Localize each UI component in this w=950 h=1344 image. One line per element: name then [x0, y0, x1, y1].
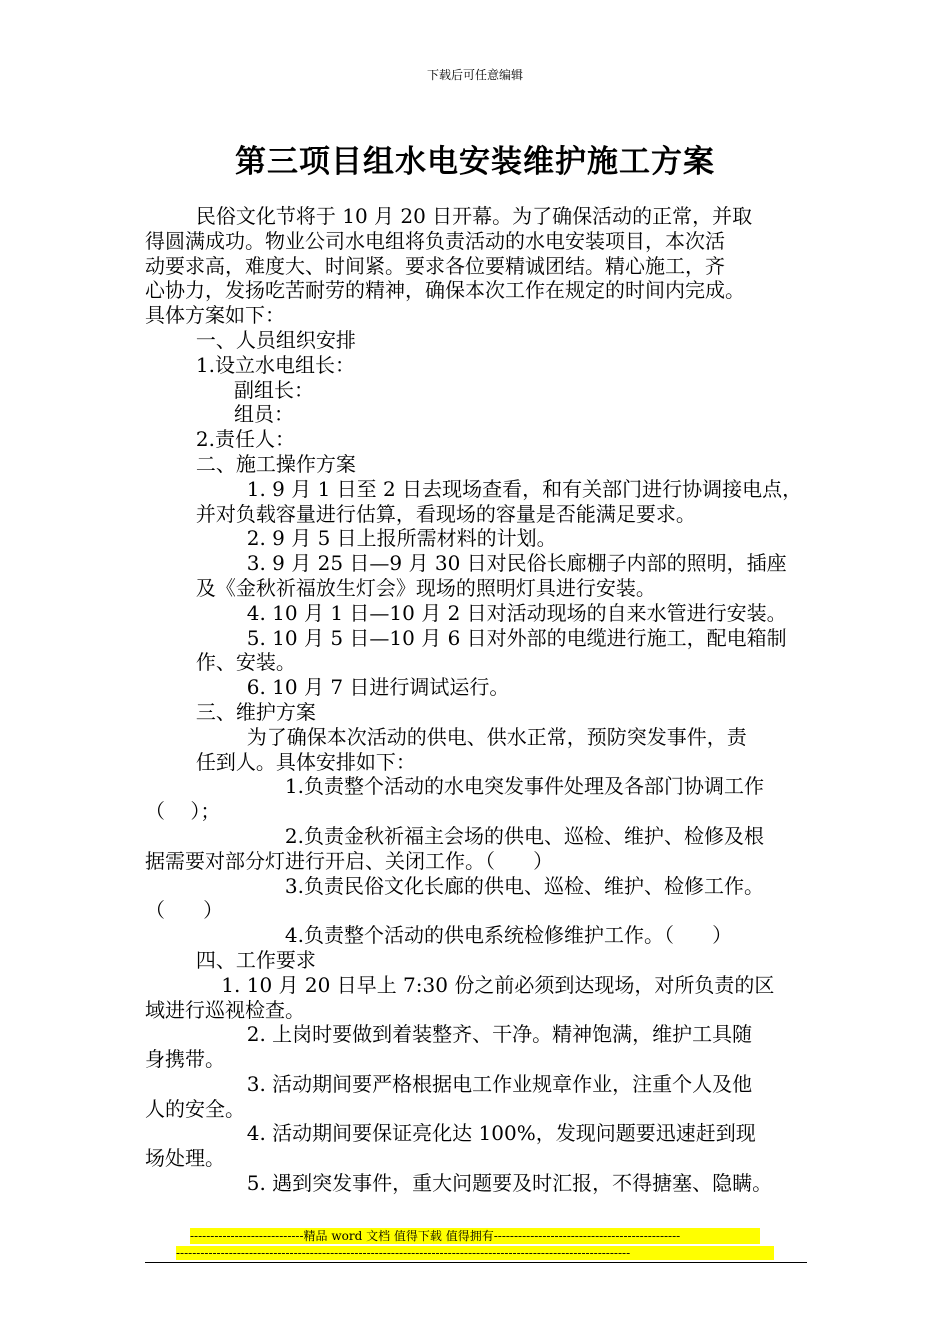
document-body — [145, 204, 815, 1196]
text-line: （ ） — [145, 898, 224, 923]
section-heading: 一、人员组织安排 — [145, 327, 356, 352]
text-line: 人的安全。 — [145, 1096, 245, 1121]
text-line: （ ）； — [145, 799, 221, 824]
text-line: 4. 活动期间要保证亮化达 100%，发现问题要迅速赶到现 — [145, 1121, 756, 1146]
text-line: 1.设立水电组长： — [145, 352, 355, 377]
footer-dash-line: ---------------------------------------------------------------------------------------------------------------- — [176, 1246, 774, 1260]
text-line: 5. 10 月 5 日—10 月 6 日对外部的电缆进行施工，配电箱制 — [145, 625, 787, 650]
footer-banner: ----------------------------精品 word 文档 值得下载 值得拥有---------------------------------------------- — [190, 1228, 760, 1244]
text-line: 心协力，发扬吃苦耐劳的精神，确保本次工作在规定的时间内完成。 — [145, 278, 745, 303]
section-heading: 四、工作要求 — [145, 947, 316, 972]
text-line: 3. 9 月 25 日—9 月 30 日对民俗长廊棚子内部的照明，插座 — [145, 551, 787, 576]
text-line: 及《金秋祈福放生灯会》现场的照明灯具进行安装。 — [145, 575, 656, 600]
text-line: 副组长： — [145, 377, 315, 402]
text-line: 作、安装。 — [145, 650, 296, 675]
text-line: 动要求高，难度大、时间紧。要求各位要精诚团结。精心施工，齐 — [145, 253, 725, 278]
section-heading: 二、施工操作方案 — [145, 451, 356, 476]
text-line: 4.负责整个活动的供电系统检修维护工作。（ ） — [145, 923, 733, 948]
text-line: 3. 活动期间要严格根据电工作业规章作业，注重个人及他 — [145, 1071, 753, 1096]
header-note: 下载后可任意编辑 — [426, 68, 523, 82]
text-line: 民俗文化节将于 10 月 20 日开幕。为了确保活动的正常，并取 — [145, 204, 753, 228]
text-line: 1. 10 月 20 日早上 7:30 份之前必须到达现场，对所负责的区 — [145, 972, 775, 997]
page-title: 第三项目组水电安装维护施工方案 — [235, 144, 715, 180]
text-line: 据需要对部分灯进行开启、关闭工作。（ ） — [145, 848, 554, 873]
text-line: 任到人。具体安排如下： — [145, 749, 416, 774]
text-line: 4. 10 月 1 日—10 月 2 日对活动现场的自来水管进行安装。 — [145, 600, 787, 625]
section-heading: 三、维护方案 — [145, 699, 316, 724]
text-line: 域进行巡视检查。 — [145, 997, 305, 1022]
text-line: 1. 9 月 1 日至 2 日去现场查看，和有关部门进行协调接电点， — [145, 476, 803, 501]
text-line: 5. 遇到突发事件，重大问题要及时汇报，不得搪塞、隐瞒。 — [145, 1171, 773, 1196]
text-line: 1.负责整个活动的水电突发事件处理及各部门协调工作 — [145, 774, 764, 799]
text-line: 2.责任人： — [145, 427, 295, 452]
text-line: 为了确保本次活动的供电、供水正常，预防突发事件，责 — [145, 724, 747, 749]
text-line: 6. 10 月 7 日进行调试运行。 — [145, 675, 510, 700]
text-line: 并对负载容量进行估算，看现场的容量是否能满足要求。 — [145, 501, 696, 526]
text-line: 得圆满成功。物业公司水电组将负责活动的水电安装项目，本次活 — [145, 228, 725, 253]
text-line: 具体方案如下： — [145, 303, 285, 328]
footer-rule — [145, 1262, 807, 1263]
text-line: 组员： — [145, 402, 295, 427]
text-line: 2.负责金秋祈福主会场的供电、巡检、维护、检修及根 — [145, 823, 764, 848]
text-line: 身携带。 — [145, 1047, 225, 1072]
text-line: 2. 上岗时要做到着装整齐、干净。精神饱满，维护工具随 — [145, 1022, 753, 1047]
text-line: 场处理。 — [145, 1146, 225, 1171]
text-line: 2. 9 月 5 日上报所需材料的计划。 — [145, 526, 557, 551]
text-line: 3.负责民俗文化长廊的供电、巡检、维护、检修工作。 — [145, 873, 764, 898]
